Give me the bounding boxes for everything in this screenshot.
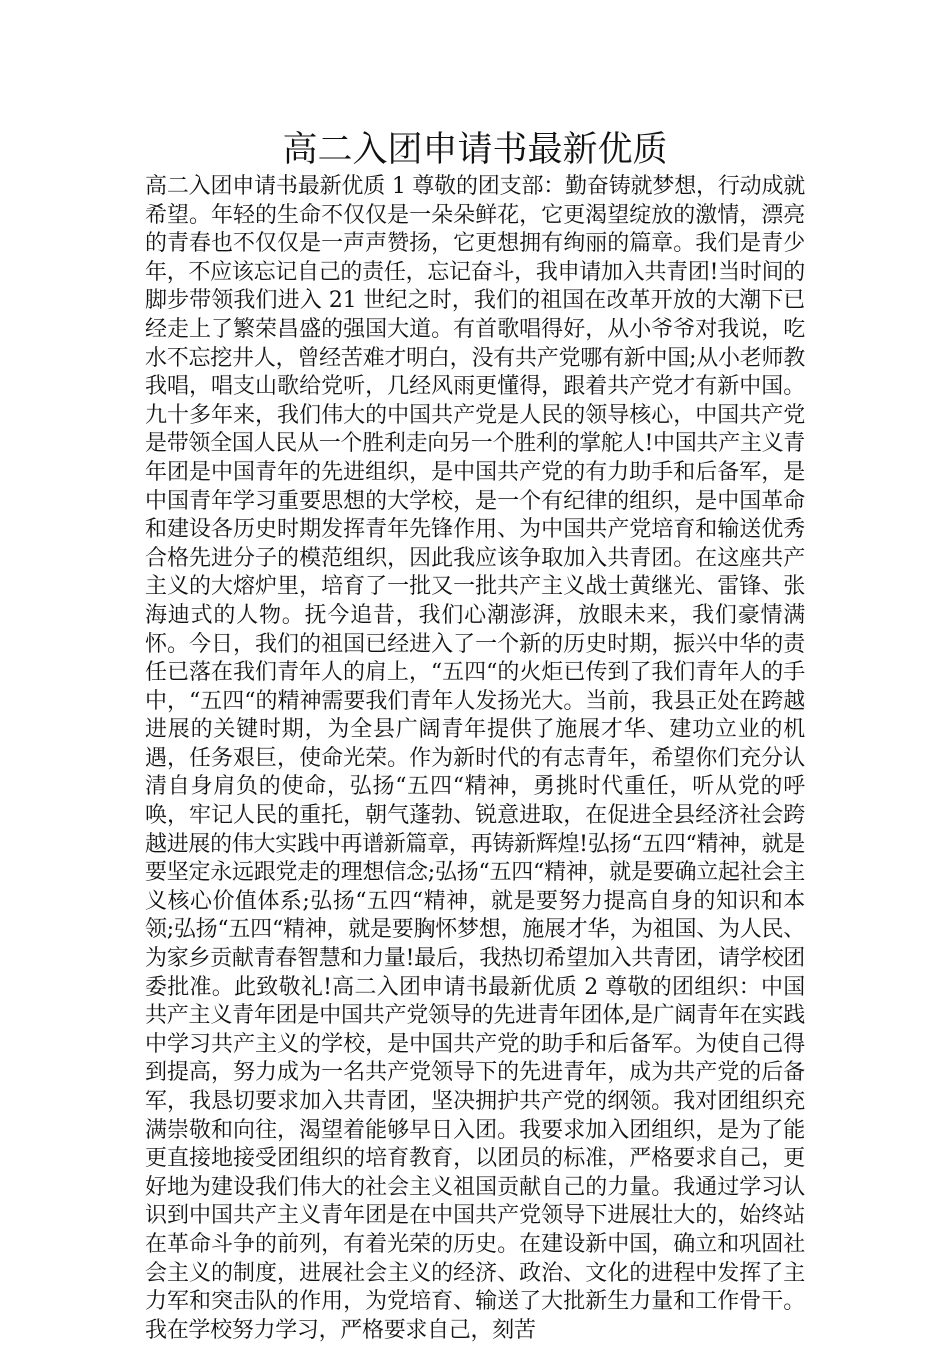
document-body: 高二入团申请书最新优质 1 尊敬的团支部：勤奋铸就梦想，行动成就希望。年轻的生命不仅仅是一朵朵鲜花，它更渴望绽放的激情，漂亮的青春也不仅仅是一声声赞扬，它更想拥有绚丽的篇章。我们是青少年，不应该忘记自己的责任，忘记奋斗，我申请加入共青团!当时间的脚步带领我们进入 21 世纪之时，我们的祖国在改革开放的大潮下已经走上了繁荣昌盛的强国大道。有首歌唱得好，从小爷爷对我说，吃水不忘挖井人，曾经苦难才明白，没有共产党哪有新中国;从小老师教我唱，唱支山歌给党听，几经风雨更懂得，跟着共产党才有新中国。九十多年来，我们伟大的中国共产党是人民的领导核心，中国共产党是带领全国人民从一个胜利走向另一个胜利的掌舵人!中国共产主义青年团是中国青年的先进组织，是中国共产党的有力助手和后备军，是中国青年学习重要思想的大学校，是一个有纪律的组织，是中国革命和建设各历史时期发挥青年先锋作用、为中国共产党培育和输送优秀合格先进分子的模范组织，因此我应该争取加入共青团。在这座共产主义的大熔炉里，培育了一批又一批共产主义战士黄继光、雷锋、张海迪式的人物。抚今追昔，我们心潮澎湃，放眼未来，我们豪情满怀。今日，我们的祖国已经进入了一个新的历史时期，振兴中华的责任已落在我们青年人的肩上，“五四“的火炬已传到了我们青年人的手中，“五四“的精神需要我们青年人发扬光大。当前，我县正处在跨越进展的关键时期，为全县广阔青年提供了施展才华、建功立业的机遇，任务艰巨，使命光荣。作为新时代的有志青年，希望你们充分认清自身肩负的使命，弘扬“五四“精神，勇挑时代重任，听从党的呼唤，牢记人民的重托，朝气蓬勃、锐意进取，在促进全县经济社会跨越进展的伟大实践中再谱新篇章，再铸新辉煌!弘扬“五四“精神，就是要坚定永远跟党走的理想信念;弘扬“五四“精神，就是要确立起社会主义核心价值体系;弘扬“五四“精神，就是要努力提高自身的知识和本领;弘扬“五四“精神，就是要胸怀梦想，施展才华，为祖国、为人民、为家乡贡献青春智慧和力量!最后，我热切希望加入共青团，请学校团委批准。此致敬礼!高二入团申请书最新优质 2 尊敬的团组织：中国共产主义青年团是中国共产党领导的先进青年团体,是广阔青年在实践中学习共产主义的学校，是中国共产党的助手和后备军。为使自己得到提高，努力成为一名共产党领导下的先进青年，成为共产党的后备军，我恳切要求加入共青团，坚决拥护共产党的纲领。我对团组织充满崇敬和向往，渴望着能够早日入团。我要求加入团组织，是为了能更直接地接受团组织的培育教育，以团员的标准，严格要求自己，更好地为建设我们伟大的社会主义祖国贡献自己的力量。我通过学习认识到中国共产主义青年团是在中国共产党领导下进展壮大的，始终站在革命斗争的前列，有着光荣的历史。在建设新中国，确立和巩固社会主义的制度，进展社会主义的经济、政治、文化的进程中发挥了主力军和突击队的作用，为党培育、输送了大批新生力量和工作骨干。我在学校努力学习，严格要求自己，刻苦 [145, 174, 805, 1343]
document-title: 高二入团申请书最新优质 [282, 130, 668, 170]
